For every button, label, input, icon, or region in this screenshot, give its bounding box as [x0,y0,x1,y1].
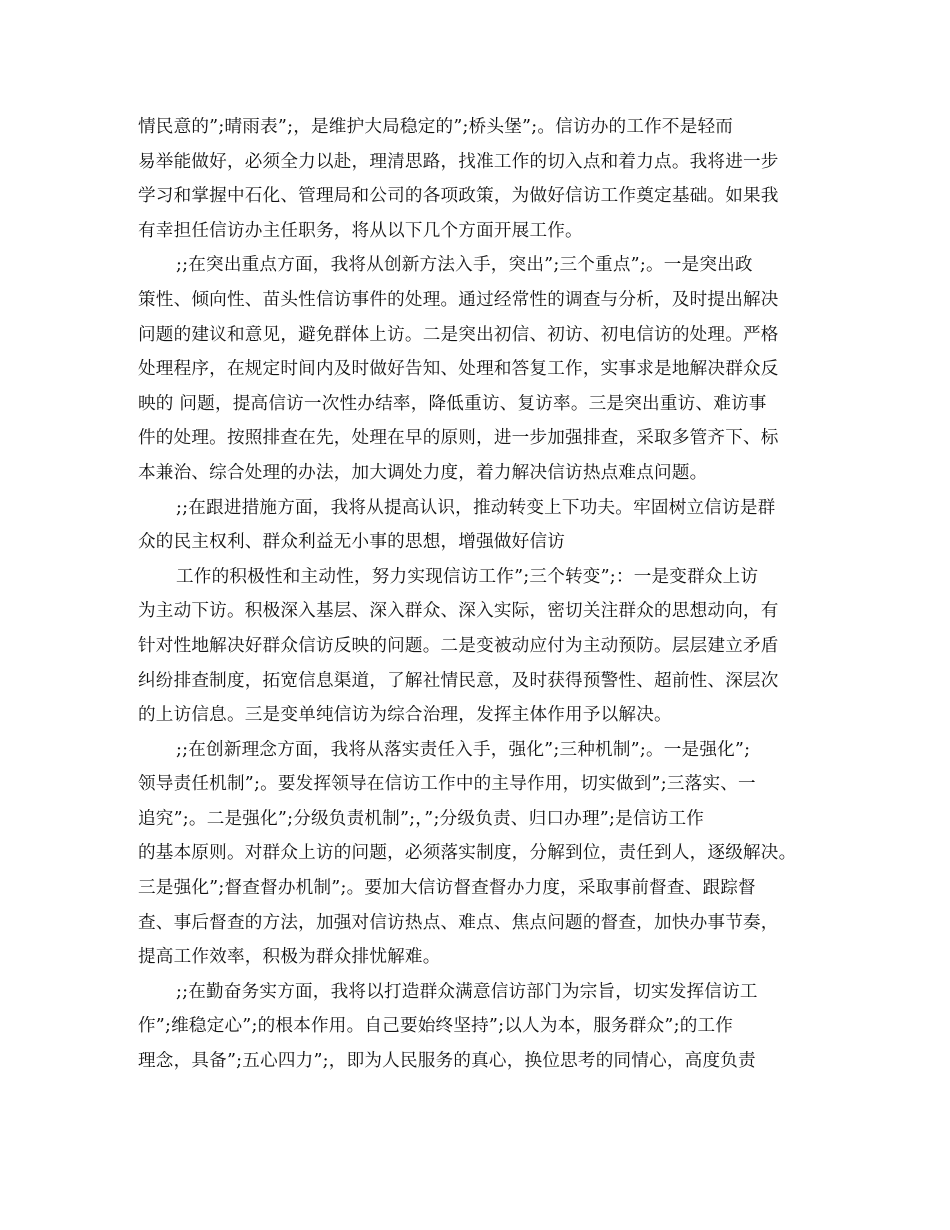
text-line: 查、事后督查的方法，加强对信访热点、难点、焦点问题的督查，加快办事节奏， [138,912,779,933]
text-line: 学习和掌握中石化、管理局和公司的各项政策，为做好信访工作奠定基础。如果我 [138,186,779,207]
text-line: 追究”;。二是强化”;分级负责机制”;，”;分级负责、归口办理”;是信访工作 [138,808,705,829]
paragraph [138,560,818,733]
paragraph [138,110,818,248]
text-line: 策性、倾向性、苗头性信访事件的处理。通过经常性的调查与分析，及时提出解决 [138,289,779,310]
text-line: 映的 问题，提高信访一次性办结率，降低重访、复访率。三是突出重访、难访事 [138,393,767,414]
document-body [138,110,818,1079]
text-line: 情民意的”;晴雨表”;，是维护大局稳定的”;桥头堡”;。信访办的工作不是轻而 [138,117,734,137]
text-line: ;;在创新理念方面，我将从落实责任入手，强化”;三种机制”;。一是强化”; [176,739,751,760]
text-line: 易举能做好，必须全力以赴，理清思路，找准工作的切入点和着力点。我将进一步 [138,151,779,172]
text-line: ;;在跟进措施方面，我将从提高认识，推动转变上下功夫。牢固树立信访是群 [176,497,776,518]
text-line: 问题的建议和意见，避免群体上访。二是突出初信、初访、初电信访的处理。严格 [138,324,779,345]
text-line: 为主动下访。积极深入基层、深入群众、深入实际，密切关注群众的思想动向，有 [138,601,779,622]
paragraph [138,975,818,1079]
text-line: 的基本原则。对群众上访的问题，必须落实制度，分解到位，责任到人，逐级解决。 [138,843,797,864]
text-line: 三是强化”;督查督办机制”;。要加大信访督查督办力度，采取事前督查、跟踪督 [138,878,756,899]
text-line: 理念，具备”;五心四力”;，即为人民服务的真心，换位思考的同情心，高度负责 [138,1051,756,1072]
text-line: 领导责任机制”;。要发挥领导在信访工作中的主导作用，切实做到”;三落实、一 [138,774,756,795]
paragraph [138,491,818,560]
text-line: 有幸担任信访办主任职务，将从以下几个方面开展工作。 [138,220,583,241]
text-line: 作”;维稳定心”;的根本作用。自己要始终坚持”;以人为本，服务群众”;的工作 [138,1016,734,1037]
text-line: ;;在勤奋务实方面，我将以打造群众满意信访部门为宗旨，切实发挥信访工 [176,981,758,1002]
text-line: 工作的积极性和主动性，努力实现信访工作”;三个转变”;：一是变群众上访 [176,566,759,587]
text-line: 本兼治、综合处理的办法，加大调处力度，着力解决信访热点难点问题。 [138,462,708,483]
paragraph [138,248,818,490]
text-line: 件的处理。按照排查在先，处理在早的原则，进一步加强排查，采取多管齐下、标 [138,428,779,449]
text-line: 提高工作效率，积极为群众排忧解难。 [138,947,441,968]
text-line: ;;在突出重点方面，我将从创新方法入手，突出”;三个重点”;。一是突出政 [176,255,753,276]
text-line: 众的民主权利、群众利益无小事的思想，增强做好信访 [138,532,566,553]
text-line: 针对性地解决好群众信访反映的问题。二是变被动应付为主动预防。层层建立矛盾 [138,635,779,656]
text-line: 的上访信息。三是变单纯信访为综合治理，发挥主体作用予以解决。 [138,705,672,726]
text-line: 纠纷排查制度，拓宽信息渠道，了解社情民意，及时获得预警性、超前性、深层次 [138,670,779,691]
text-line: 处理程序，在规定时间内及时做好告知、处理和答复工作，实事求是地解决群众反 [138,359,779,380]
paragraph [138,733,818,975]
